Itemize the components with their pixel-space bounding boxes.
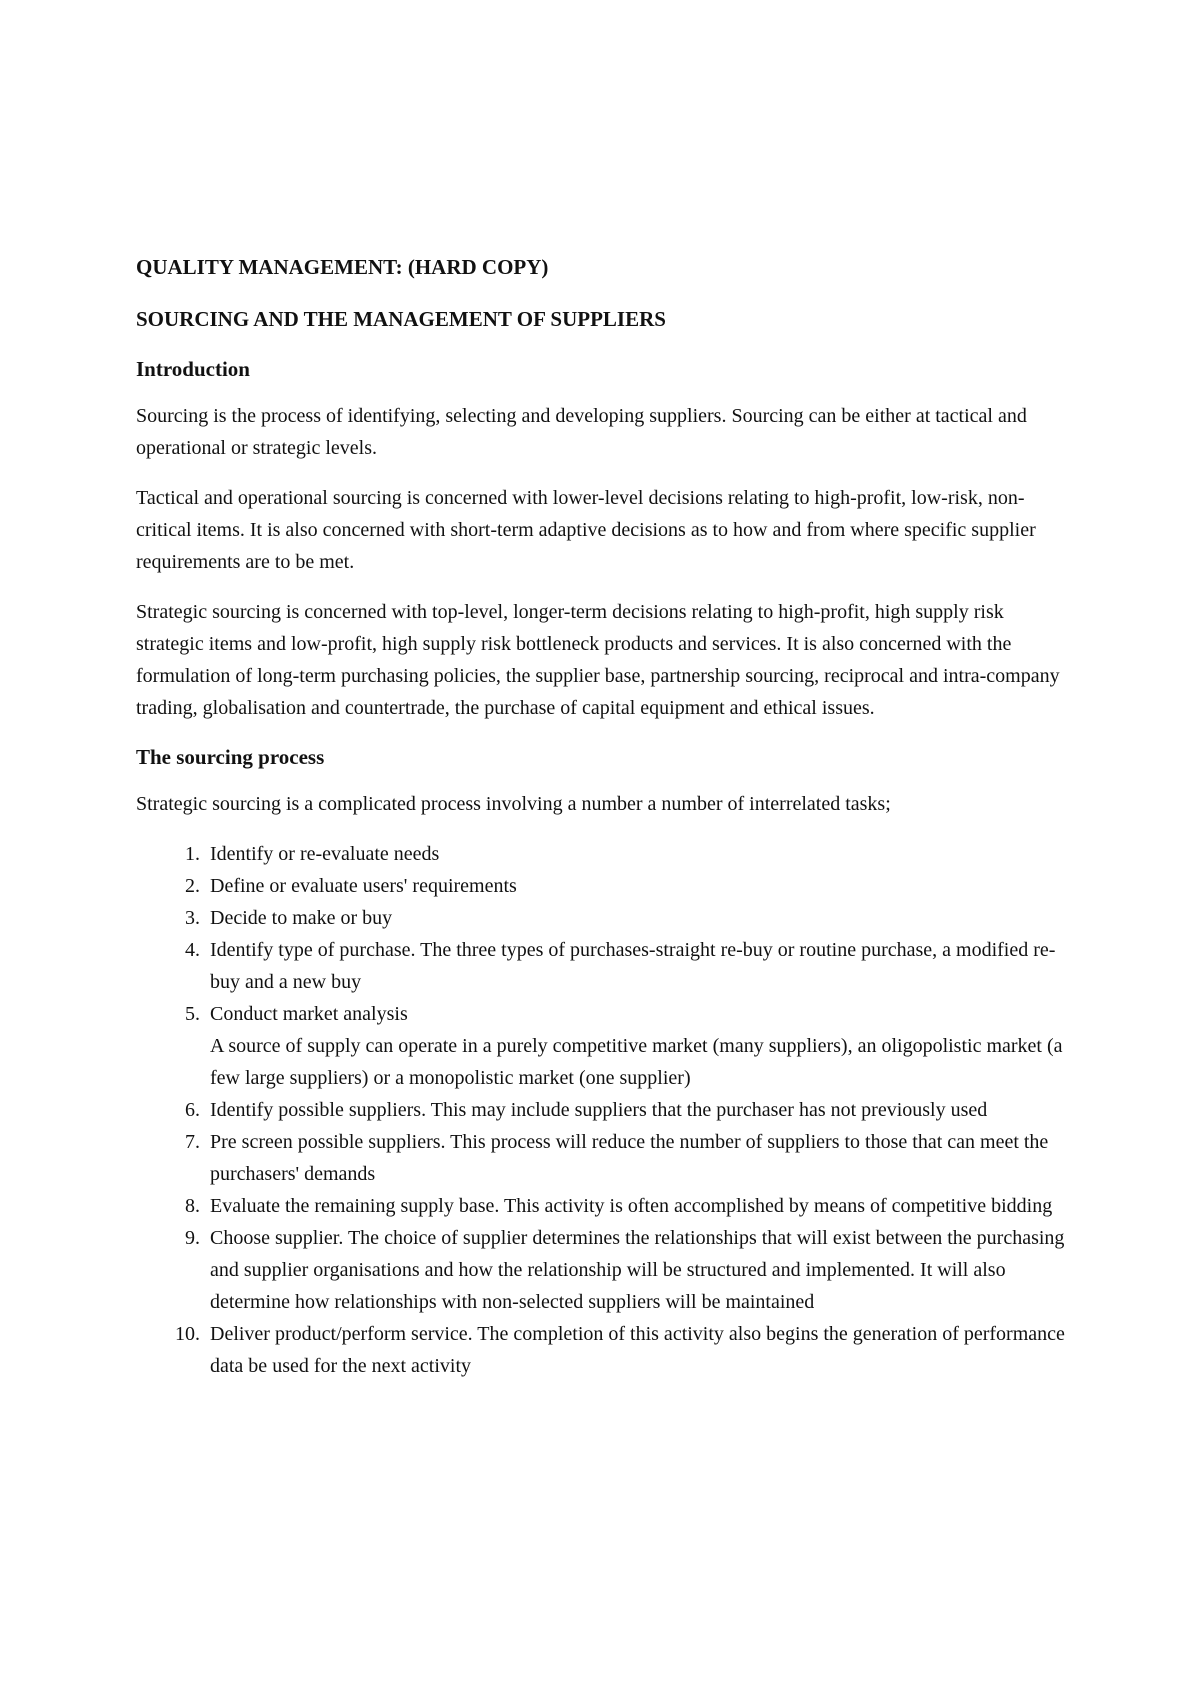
- step-text: Identify or re-evaluate needs: [210, 843, 440, 865]
- step-number: 10.: [175, 1323, 200, 1345]
- step-text: Deliver product/perform service. The completion of this activity also begins the generation of performance data be used for the next activity: [210, 1323, 1065, 1377]
- step-note: A source of supply can operate in a purely competitive market (many suppliers), an oligopolistic market (a few large suppliers) or a monopolistic market (one supplier): [210, 1035, 1063, 1089]
- step-text: Choose supplier. The choice of supplier determines the relationships that will exist between the purchasing and supplier organisations and how the relationship will be structured and implemented. It will also determine how relationships with non-selected suppliers will be maintained: [210, 1227, 1065, 1313]
- list-item: [172, 1318, 1066, 1382]
- list-item: [172, 838, 1066, 870]
- step-number: 3.: [185, 907, 200, 929]
- list-item: [172, 870, 1066, 902]
- step-number: 6.: [185, 1099, 200, 1121]
- step-text: Pre screen possible suppliers. This process will reduce the number of suppliers to those that can meet the purchasers' demands: [210, 1131, 1049, 1185]
- step-text: Define or evaluate users' requirements: [210, 875, 517, 897]
- sourcing-process-heading: The sourcing process: [136, 745, 325, 769]
- step-number: 4.: [185, 939, 200, 961]
- step-number: 1.: [185, 843, 200, 865]
- list-item: [172, 1094, 1066, 1126]
- list-item: [172, 902, 1066, 934]
- list-item: [172, 1222, 1066, 1318]
- list-item: [172, 1190, 1066, 1222]
- sourcing-process-intro: Strategic sourcing is a complicated process involving a number a number of interrelated tasks;: [136, 793, 891, 815]
- step-text: Decide to make or buy: [210, 907, 393, 929]
- list-item: [172, 998, 1066, 1094]
- step-number: 5.: [185, 1003, 200, 1025]
- intro-paragraph-3: Strategic sourcing is concerned with top-level, longer-term decisions relating to high-profit, high supply risk strategic items and low-profit, high supply risk bottleneck products and services. It is also concerned with the formulation of long-term purchasing policies, the supplier base, partnership sourcing, reciprocal and intra-company trading, globalisation and countertrade, the purchase of capital equipment and ethical issues.: [136, 601, 1060, 719]
- introduction-heading: Introduction: [136, 357, 250, 381]
- step-number: 8.: [185, 1195, 200, 1217]
- step-text: Identify type of purchase. The three types of purchases-straight re-buy or routine purchase, a modified re-buy and a new buy: [210, 939, 1056, 993]
- step-body: [210, 998, 1066, 1094]
- document-title: QUALITY MANAGEMENT: (HARD COPY): [136, 255, 549, 279]
- list-item: [172, 1126, 1066, 1190]
- step-number: 2.: [185, 875, 200, 897]
- sourcing-steps-list: [136, 838, 1066, 1382]
- step-number: 7.: [185, 1131, 200, 1153]
- step-text: Identify possible suppliers. This may include suppliers that the purchaser has not previously used: [210, 1099, 988, 1121]
- step-text: Evaluate the remaining supply base. This activity is often accomplished by means of competitive bidding: [210, 1195, 1053, 1217]
- document-page: [136, 252, 1066, 1382]
- step-number: 9.: [185, 1227, 200, 1249]
- list-item: [172, 934, 1066, 998]
- document-subtitle: SOURCING AND THE MANAGEMENT OF SUPPLIERS: [136, 307, 666, 331]
- intro-paragraph-2: Tactical and operational sourcing is concerned with lower-level decisions relating to high-profit, low-risk, non-critical items. It is also concerned with short-term adaptive decisions as to how and from where specific supplier requirements are to be met.: [136, 487, 1036, 573]
- step-text: Conduct market analysis: [210, 1003, 408, 1025]
- intro-paragraph-1: Sourcing is the process of identifying, selecting and developing suppliers. Sourcing can be either at tactical and operational or strategic levels.: [136, 405, 1027, 459]
